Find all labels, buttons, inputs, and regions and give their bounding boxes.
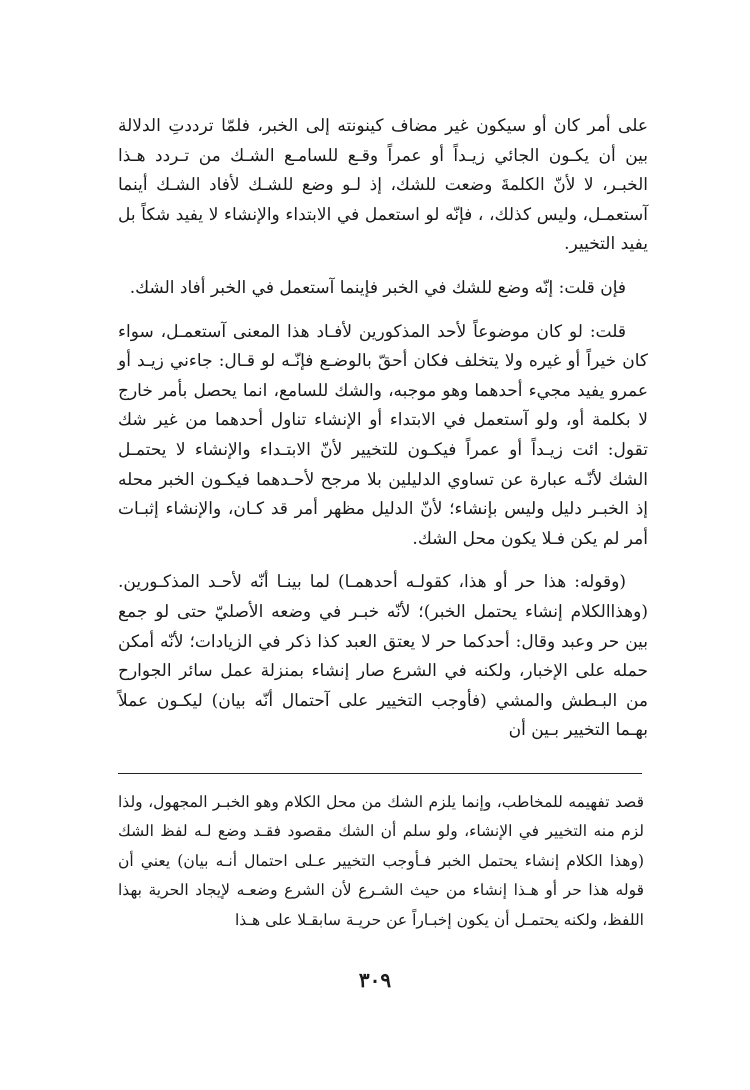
main-text-body <box>118 112 648 746</box>
footnote-section <box>118 788 644 935</box>
page-number: ٣٠٩ <box>358 968 392 992</box>
main-paragraph-3: قلت: لو كان موضوعاً لأحد المذكورين لأفـاد هذا المعنى آستعمـل، سواء كان خيراً أو غيره ولا يتخلف فكان أحقّ بالوضـع فإنّـه لو قـال: جاءني زيـد أو عمرو يفيد مجيء أحدهما وهو موجبه، والشك للسامع، انما يحصل بأمر خارج لا بكلمة أو، ولو آستعمل في الابتداء أو الإنشاء تناول أحدهما من غير شك تقول: ائت زيـداً أو عمراً فيكـون للتخيير لأنّ الابتـداء والإنشاء لا يحتمـل الشك لأنّـه عبارة عن تساوي الدليلين بلا مرجح لأحـدهما فيكـون الخبر محله إذ الخبـر دليل وليس بإنشاء؛ لأنّ الدليل مظهر أمر قد كـان، والإنشاء إثبـات أمر لم يكن فـلا يكون محل الشك. <box>118 321 648 549</box>
main-paragraph-2: فإن قلت: إنّه وضع للشك في الخبر فإينما آستعمل في الخبر أفاد الشك. <box>129 277 626 298</box>
main-paragraph-4: (وقوله: هذا حر أو هذا، كقولـه أحدهمـا) لما بينـا أنّه لأحـد المذكـورين. (وهذاالكلام إنشاء يحتمل الخبر)؛ لأنّه خبـر في وضعه الأصليّ حتى لو جمع بين حر وعبد وقال: أحدكما حر لا يعتق العبد كذا ذكر في الزيادات؛ لأنّه أمكن حمله على الإخبار، ولكنه في الشرع صار إنشاء بمنزلة عمل سائر الجوارح من البـطش والمشي (فأوجب التخيير على آحتمال أنّه بيان) ليكـون عملاً بهـما التخيير بـين أن <box>118 572 648 741</box>
footnote-paragraph: قصد تفهيمه للمخاطب، وإنما يلزم الشك من محل الكلام وهو الخبـر المجهول، ولذا لزم منه التخيير في الإنشاء، ولو سلم أن الشك مقصود فقـد وضع لـه لفظ الشك (وهذا الكلام إنشاء يحتمل الخبر فـأوجب التخيير عـلى احتمال أنـه بيان) يعني أن قوله هذا حر أو هـذا إنشاء من حيث الشـرع لأن الشرع وضعـه لإيجاد الحرية بهذا اللفظ، ولكنه يحتمـل أن يكون إخبـاراً عن حريـة سابقـلا على هـذا <box>118 793 644 929</box>
main-paragraph-1: على أمر كان أو سيكون غير مضاف كينونته إلى الخبر، فلمّا ترددتِ الدلالة بين أن يكـون الجائي زيـداً أو عمراً وقـع للسامـع الشـك من تـردد هـذا الخبـر، لا لأنّ الكلمةَ وضعت للشك، إذ لـو وضع للشـك لأفاد الشـك أينما آستعمـل، وليس كذلك، ، فإنّه لو استعمل في الابتداء والإنشاء لا يفيد شكاً بل يفيد التخيير. <box>118 116 648 255</box>
footnote-divider <box>118 773 642 774</box>
